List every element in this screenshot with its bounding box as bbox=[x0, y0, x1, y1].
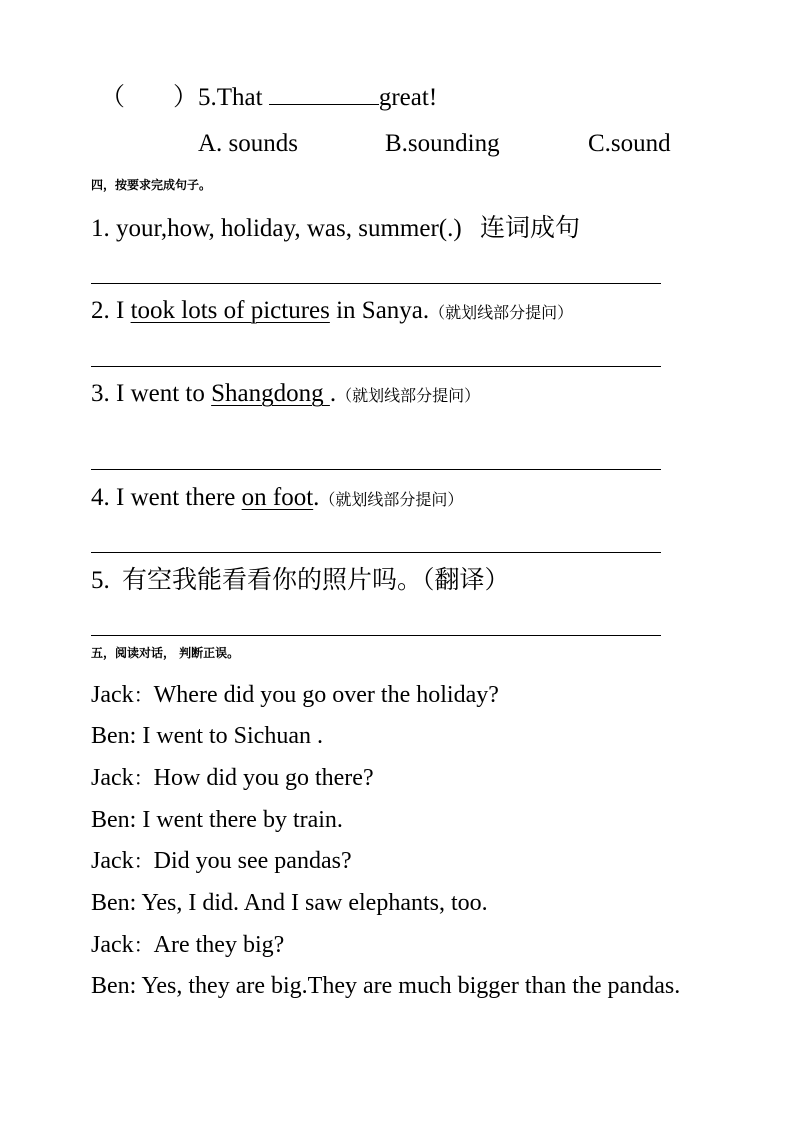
task-3-underlined: Shangdong bbox=[211, 380, 330, 407]
dialogue-line bbox=[91, 680, 499, 710]
task-2-pre: 2. I bbox=[91, 297, 131, 324]
speaker-separator: : bbox=[129, 807, 143, 833]
answer-line-3[interactable] bbox=[91, 469, 661, 470]
speaker-separator: ： bbox=[133, 933, 154, 957]
speaker-separator: ： bbox=[133, 683, 154, 707]
task-2 bbox=[91, 294, 573, 331]
task-3-note: （就划线部分提问） bbox=[336, 388, 481, 405]
task-4-note: （就划线部分提问） bbox=[319, 492, 464, 509]
task-5 bbox=[91, 563, 510, 598]
question-5 bbox=[100, 80, 437, 114]
fill-blank[interactable] bbox=[269, 80, 379, 105]
answer-paren-close: ） bbox=[173, 84, 199, 111]
task-2-underlined: took lots of pictures bbox=[130, 297, 330, 324]
task-1-words: 1. your,how, holiday, was, summer(.) bbox=[91, 215, 462, 242]
question-5-suffix: great! bbox=[378, 84, 438, 111]
dialogue-text: I went to Sichuan . bbox=[142, 723, 323, 749]
speaker-separator: : bbox=[129, 973, 142, 999]
dialogue-text: How did you go there? bbox=[153, 765, 374, 791]
answer-line-4[interactable] bbox=[91, 552, 661, 553]
task-4-post: . bbox=[313, 484, 320, 511]
speaker: Jack bbox=[91, 682, 134, 708]
task-3-pre: 3. I went to bbox=[91, 380, 212, 407]
dialogue-text: Are they big? bbox=[153, 932, 285, 958]
answer-line-5[interactable] bbox=[91, 635, 661, 636]
dialogue-line bbox=[91, 846, 352, 876]
dialogue-line bbox=[91, 966, 704, 1007]
option-b[interactable]: B.sounding bbox=[385, 130, 500, 157]
task-5-number: 5. bbox=[91, 567, 110, 594]
section-5-heading: 五，阅读对话， 判断正误。 bbox=[91, 646, 240, 660]
dialogue-text: Did you see pandas? bbox=[153, 848, 352, 874]
task-2-post: in Sanya. bbox=[329, 297, 430, 324]
speaker: Jack bbox=[91, 848, 134, 874]
question-5-options bbox=[0, 128, 794, 160]
task-2-note: （就划线部分提问） bbox=[429, 305, 574, 322]
speaker: Ben bbox=[91, 807, 130, 833]
dialogue-text: Yes, I did. And I saw elephants, too. bbox=[141, 890, 488, 916]
dialogue-line bbox=[91, 888, 488, 918]
dialogue-line bbox=[91, 763, 374, 793]
speaker: Ben bbox=[91, 723, 130, 749]
task-4-pre: 4. I went there bbox=[91, 484, 242, 511]
speaker-separator: : bbox=[129, 723, 143, 749]
task-3 bbox=[91, 377, 480, 414]
speaker: Jack bbox=[91, 765, 134, 791]
task-4-underlined: on foot bbox=[241, 484, 314, 511]
option-c[interactable]: C.sound bbox=[588, 130, 671, 157]
answer-line-2[interactable] bbox=[91, 366, 661, 367]
option-a[interactable]: A. sounds bbox=[198, 130, 299, 157]
speaker: Jack bbox=[91, 932, 134, 958]
task-4 bbox=[91, 481, 463, 518]
dialogue-line bbox=[91, 930, 284, 960]
dialogue-text: I went there by train. bbox=[142, 807, 343, 833]
task-5-text: 有空我能看看你的照片吗。（翻译） bbox=[122, 565, 510, 594]
dialogue-text: Yes, they are big.They are much bigger than the pandas. bbox=[141, 973, 681, 999]
task-1 bbox=[91, 211, 580, 246]
dialogue-text: Where did you go over the holiday? bbox=[153, 682, 499, 708]
task-3-post: . bbox=[329, 380, 337, 407]
speaker-separator: ： bbox=[133, 849, 154, 873]
speaker: Ben bbox=[91, 973, 130, 999]
section-4-heading: 四，按要求完成句子。 bbox=[91, 178, 212, 192]
answer-line-1[interactable] bbox=[91, 283, 661, 284]
speaker-separator: : bbox=[129, 890, 142, 916]
answer-paren-open: （ bbox=[100, 84, 126, 111]
speaker-separator: ： bbox=[133, 766, 154, 790]
dialogue-line bbox=[91, 805, 343, 835]
dialogue-line bbox=[91, 721, 323, 751]
speaker: Ben bbox=[91, 890, 130, 916]
question-5-text: 5.That bbox=[198, 84, 269, 111]
task-1-instruction: 连词成句 bbox=[479, 213, 580, 242]
